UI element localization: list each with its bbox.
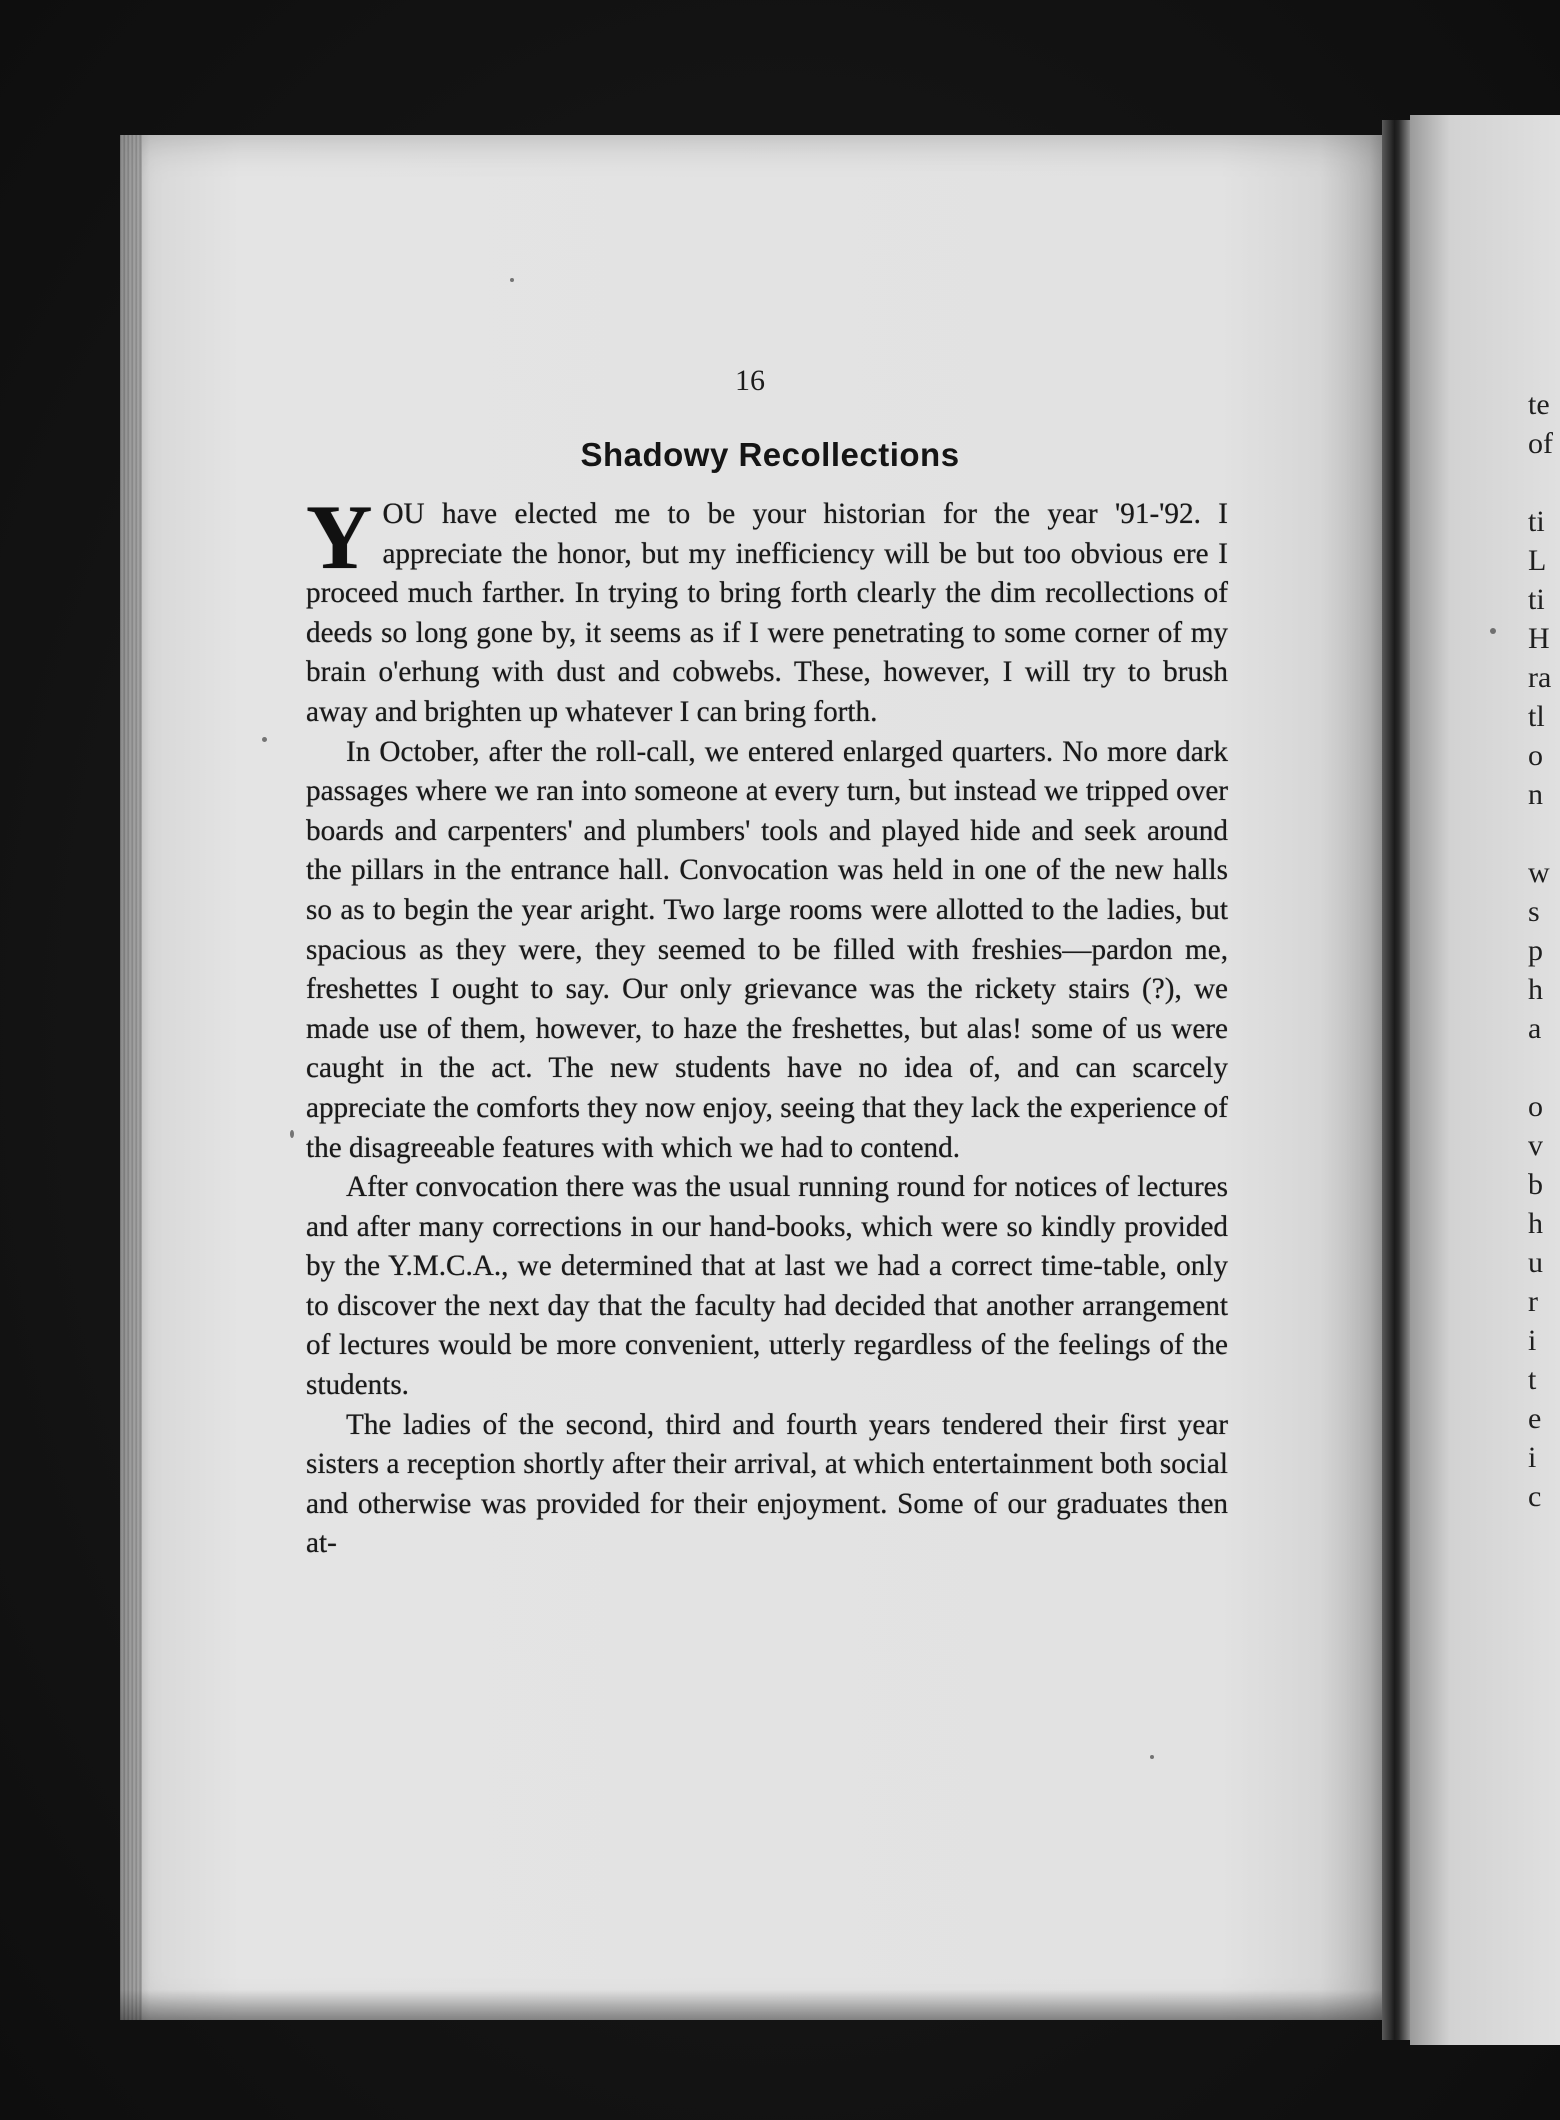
facing-page-text-fragments xyxy=(1528,385,1560,1516)
facing-page-fragment: i xyxy=(1528,1324,1537,1357)
page-body xyxy=(306,486,1229,1564)
facing-page-fragment: u xyxy=(1528,1246,1543,1279)
facing-page-fragment: h xyxy=(1528,973,1543,1006)
facing-page-fragment: b xyxy=(1528,1168,1543,1201)
facing-page-fragment: ti xyxy=(1528,505,1545,538)
facing-page-fragment: e xyxy=(1528,1402,1542,1435)
book-gutter xyxy=(1382,120,1410,2040)
facing-page-fragment: s xyxy=(1528,895,1540,928)
facing-page-fragment: i xyxy=(1528,1441,1537,1474)
facing-page-fragment: w xyxy=(1528,856,1550,889)
facing-page-fragment: t xyxy=(1528,1363,1537,1396)
first-word-rest: OU xyxy=(382,498,425,530)
facing-page-fragment: h xyxy=(1528,1207,1543,1240)
facing-page-fragment: p xyxy=(1528,934,1543,967)
page-title: Shadowy Recollections xyxy=(580,436,960,473)
facing-page-fragment: te xyxy=(1528,388,1550,421)
paragraph-4: The ladies of the second, third and fourth years tendered their first year sisters a reception shortly after their arrival, at which entertainment both social and otherwise was provided for their enjoyment. Some of our graduates then at- xyxy=(306,1408,1228,1560)
scan-speck xyxy=(510,278,514,282)
facing-page-fragment: a xyxy=(1528,1012,1542,1045)
facing-page-fragment: r xyxy=(1528,1285,1538,1318)
facing-page-fragment: o xyxy=(1528,1090,1543,1123)
scan-speck xyxy=(1150,1755,1154,1759)
facing-page-fragment: v xyxy=(1528,1129,1543,1162)
paragraph-2: In October, after the roll-call, we entered enlarged quarters. No more dark passages where we ran into someone at every turn, but instead we tripped over boards and carpenters' and plumbers' tools and played hide and seek around the pillars in the entrance hall. Convocation was held in one of the new halls so as to begin the year aright. Two large rooms were allotted to the ladies, but spacious as they were, they seemed to be filled with freshies—pardon me, freshettes I ought to say. Our only grievance was the rickety stairs (?), we made use of them, however, to haze the freshettes, but alas! some of us were caught in the act. The new students have no idea of, and can scarcely appreciate the comforts they now enjoy, seeing that they lack the experience of the disagreeable features with which we had to contend. xyxy=(306,735,1228,1164)
paragraph-3: After convocation there was the usual running round for notices of lectures and after many corrections in our hand-books, which were so kindly provided by the Y.M.C.A., we determined that at last we had a correct time-table, only to discover the next day that the faculty had decided that another arrangement of lectures would be more convenient, utterly regardless of the feelings of the students. xyxy=(306,1171,1228,1402)
drop-cap: Y xyxy=(306,486,373,588)
facing-page-fragment: ti xyxy=(1528,583,1545,616)
facing-page-fragment: tl xyxy=(1528,700,1545,733)
page-number: 16 xyxy=(735,364,765,397)
facing-page-fragment: c xyxy=(1528,1480,1542,1513)
facing-page-fragment: L xyxy=(1528,544,1547,577)
paragraph-1 xyxy=(306,486,1229,733)
scan-speck xyxy=(262,737,267,742)
facing-page-fragment xyxy=(1528,814,1560,853)
facing-page-fragment xyxy=(1528,1048,1560,1087)
paragraph-1-text: have elected me to be your historian for the year '91-'92. I appreciate the honor, but my inefficiency will be but too obvious ere I proceed much farther. In trying to bring forth clearly the dim recollections of deeds so long gone by, it seems as if I were penetrating to some corner of my brain o'erhung with dust and cobwebs. These, however, I will try to brush away and brighten up whatever I can bring forth. xyxy=(306,498,1229,728)
facing-page-fragment: H xyxy=(1528,622,1550,655)
scan-speck xyxy=(290,1130,294,1138)
facing-page-fragment: o xyxy=(1528,739,1543,772)
facing-page-fragment: n xyxy=(1528,778,1543,811)
scan-speck xyxy=(1490,628,1496,634)
facing-page-fragment xyxy=(1528,463,1560,502)
facing-page-fragment: of xyxy=(1528,427,1553,460)
facing-page-fragment: ra xyxy=(1528,661,1552,694)
